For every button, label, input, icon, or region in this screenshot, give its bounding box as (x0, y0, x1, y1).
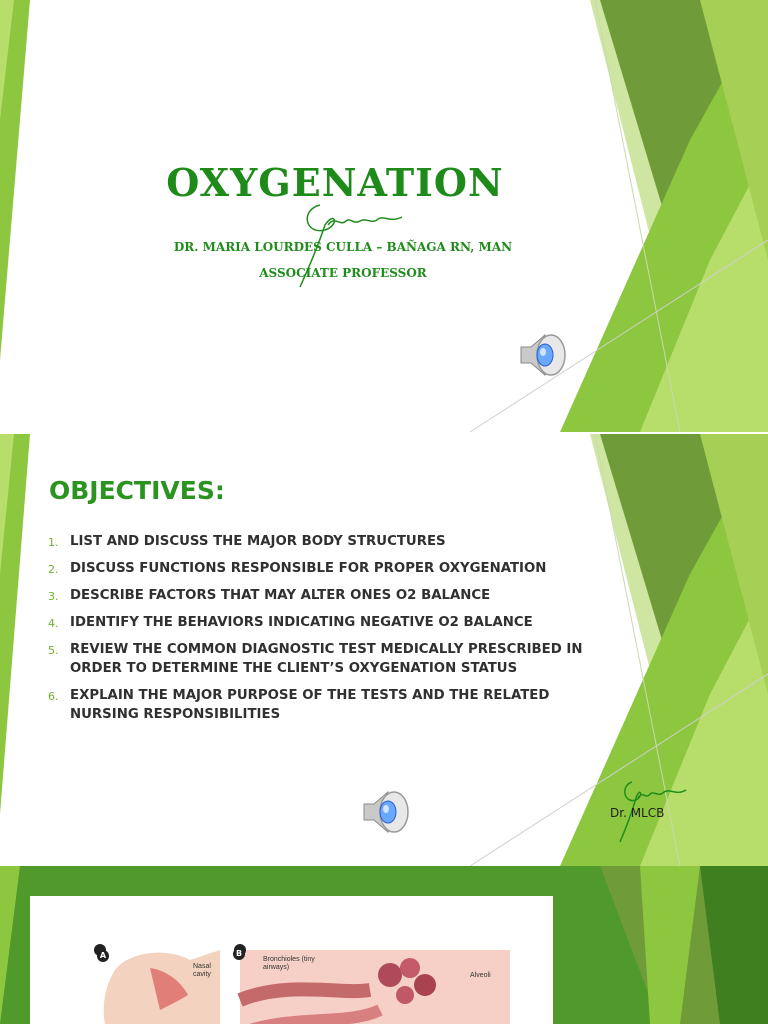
anatomy-slide (0, 866, 768, 1024)
label-nasal-cavity: Nasal cavity (193, 963, 211, 978)
list-item: 3. DESCRIBE FACTORS THAT MAY ALTER ONES O2 BALANCE (48, 588, 491, 603)
list-item: 4. IDENTIFY THE BEHAVIORS INDICATING NEGATIVE O2 BALANCE (48, 615, 533, 630)
list-item: 1. LIST AND DISCUSS THE MAJOR BODY STRUCTURES (48, 534, 446, 549)
slide-title: OXYGENATION (166, 160, 504, 205)
footer-initials: Dr. MLCB (610, 806, 665, 820)
badge-a: A (97, 950, 109, 962)
list-item: 2. DISCUSS FUNCTIONS RESPONSIBLE FOR PROPER OXYGENATION (48, 561, 547, 576)
list-item: 6. EXPLAIN THE MAJOR PURPOSE OF THE TESTS AND THE RELATED NURSING RESPONSIBILITIES (48, 688, 550, 722)
respiratory-diagram (70, 940, 510, 1024)
label-bronchioles: Bronchioles (tiny airways) (263, 956, 315, 971)
speaker-icon[interactable] (515, 327, 571, 383)
author-name: DR. MARIA LOURDES CULLA – BAÑAGA RN, MAN (173, 240, 513, 254)
author-role: ASSOCIATE PROFESSOR (259, 266, 427, 280)
title-slide (0, 0, 768, 432)
objectives-list (48, 532, 588, 732)
image-card (30, 896, 553, 1024)
objectives-heading: OBJECTIVES: (49, 476, 225, 505)
objectives-slide (0, 434, 768, 866)
speaker-icon[interactable] (358, 784, 414, 840)
badge-b: B (233, 948, 245, 960)
list-item: 5. REVIEW THE COMMON DIAGNOSTIC TEST MEDICALLY PRESCRIBED IN ORDER TO DETERMINE THE CLIENT’S OXYGENATION STATUS (48, 642, 583, 676)
label-alveoli: Alveoli (470, 972, 491, 979)
